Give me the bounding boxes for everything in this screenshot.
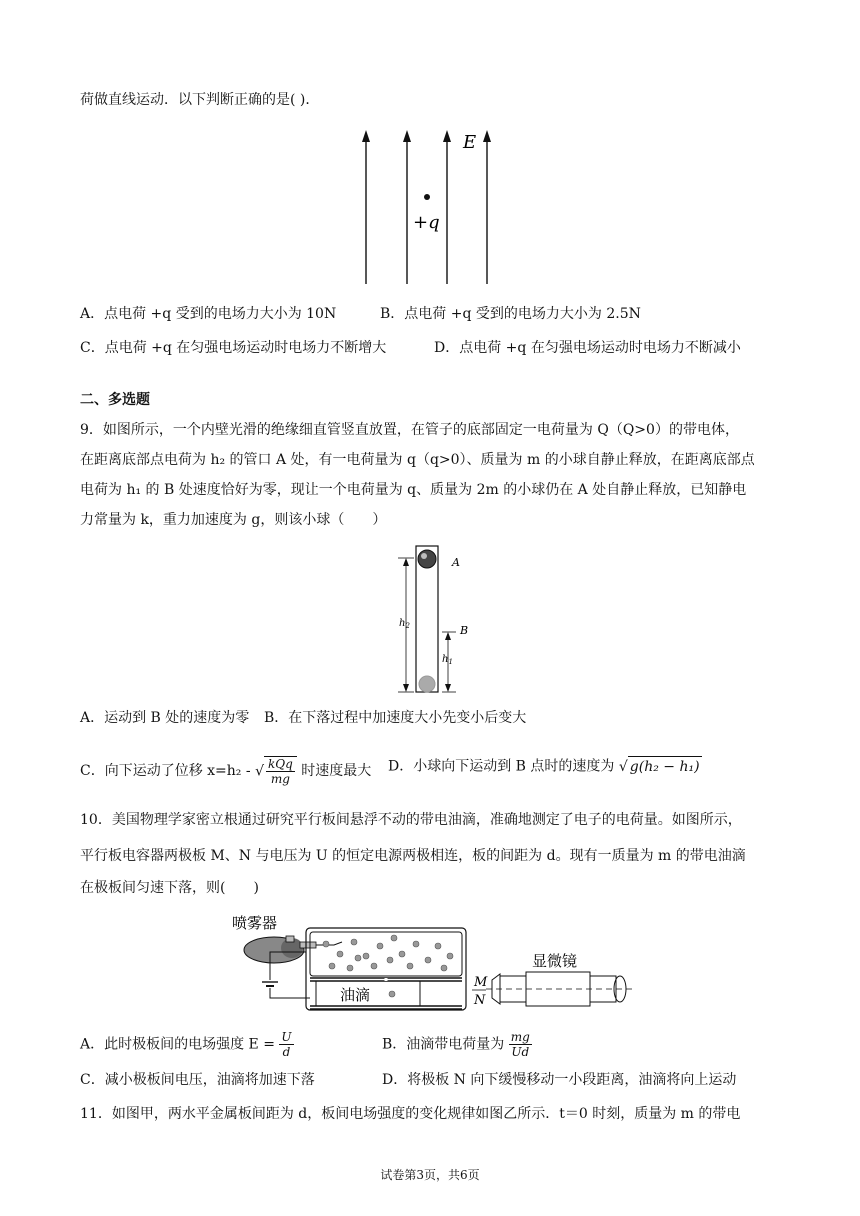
q11-line-1: 11．如图甲，两水平金属板间距为 d，板间电场强度的变化规律如图乙所示．t＝0 时刻，质量为 m 的带电 <box>80 1106 741 1122</box>
label-plate-n: N <box>474 993 486 1008</box>
field-label: E <box>463 132 477 153</box>
q9-line-4: 力常量为 k，重力加速度为 g，则该小球（ ） <box>80 512 387 528</box>
fixed-charge <box>419 676 435 692</box>
q10-option-a <box>80 1030 294 1059</box>
q9-option-c-prefix: C．向下运动了位移 x=h₂ - <box>80 763 251 779</box>
q10-line-3: 在极板间匀速下落，则( ) <box>80 880 259 896</box>
q9-option-c <box>80 756 371 786</box>
point-charge <box>424 194 430 200</box>
q9-option-d-prefix: D．小球向下运动到 B 点时的速度为 <box>388 758 615 775</box>
fraction-denominator: Ud <box>511 1045 530 1059</box>
field-lines <box>366 138 487 284</box>
q8-option-d: D．点电荷 +q 在匀强电场运动时电场力不断减小 <box>434 340 741 356</box>
q9-line-2: 在距离底部点电荷为 h₂ 的管口 A 处，有一电荷量为 q（q>0）、质量为 m 的小球自静止释放，在距离底部点 <box>80 452 755 468</box>
label-oil-drop: 油滴 <box>340 986 371 1004</box>
fraction-numerator: U <box>281 1030 292 1044</box>
q10-line-1: 10．美国物理学家密立根通过研究平行板间悬浮不动的带电油滴，准确地测定了电子的电荷量。如图所示， <box>80 812 742 828</box>
q8-option-c: C．点电荷 +q 在匀强电场运动时电场力不断增大 <box>80 340 387 356</box>
label-b: B <box>460 624 469 637</box>
q9-line-1: 9．如图所示，一个内壁光滑的绝缘细直管竖直放置，在管子的底部固定一电荷量为 Q（Q>0）的带电体， <box>80 422 739 438</box>
q10-option-a-prefix: A．此时极板间的电场强度 E = <box>80 1036 275 1053</box>
fraction-numerator: kQq <box>267 757 293 771</box>
q9-option-a: A．运动到 B 处的速度为零 <box>80 710 250 726</box>
fraction-numerator: mg <box>510 1030 530 1044</box>
page-footer: 试卷第3页，共6页 <box>380 1168 480 1182</box>
charge-label: +q <box>413 212 440 233</box>
sqrt-expression: √ g(h₂ − h₁) <box>619 756 702 777</box>
q9-option-c-suffix: 时速度最大 <box>301 763 372 779</box>
q10-option-b <box>382 1030 532 1059</box>
fraction-denominator: d <box>282 1045 291 1059</box>
microscope <box>486 972 632 1006</box>
q10-option-c: C．减小极板间电压，油滴将加速下落 <box>80 1072 315 1088</box>
q10-option-b-prefix: B．油滴带电荷量为 <box>382 1036 505 1053</box>
label-h1: $h_1$ <box>442 654 453 666</box>
section-heading-multiple-choice: 二、多选题 <box>80 392 150 408</box>
label-plate-m: M <box>474 975 488 990</box>
label-a: A <box>452 556 460 569</box>
q9-option-d <box>388 756 702 777</box>
q10-millikan-figure <box>230 908 640 1012</box>
q9-tube-figure <box>390 544 480 696</box>
q10-option-d: D．将极板 N 向下缓慢移动一小段距离，油滴将向上运动 <box>382 1072 737 1088</box>
label-sprayer: 喷雾器 <box>232 914 278 932</box>
radicand: g(h₂ − h₁) <box>629 759 700 775</box>
q8-option-b: B．点电荷 +q 受到的电场力大小为 2.5N <box>380 306 641 322</box>
label-microscope: 显微镜 <box>532 952 578 970</box>
q8-field-figure <box>350 128 510 288</box>
sqrt-expression: √ $\frac{\text{kQq}}{mg}$ <box>255 756 297 786</box>
fraction-denominator: mg <box>270 772 290 786</box>
q9-option-b: B．在下落过程中加速度大小先变小后变大 <box>264 710 527 726</box>
q10-line-2: 平行板电容器两极板 M、N 与电压为 U 的恒定电源两极相连，板的间距为 d。现有一质量为 m 的带电油滴 <box>80 848 746 864</box>
q8-stem-tail: 荷做直线运动．以下判断正确的是( )． <box>80 92 320 108</box>
label-h2: $h_2$ <box>399 618 410 630</box>
ball-at-a <box>418 550 436 568</box>
q8-option-a: A．点电荷 +q 受到的电场力大小为 10N <box>80 306 337 322</box>
q9-line-3: 电荷为 h₁ 的 B 处速度恰好为零，现让一个电荷量为 q、质量为 2m 的小球仍在 A 处自静止释放，已知静电 <box>80 482 747 498</box>
